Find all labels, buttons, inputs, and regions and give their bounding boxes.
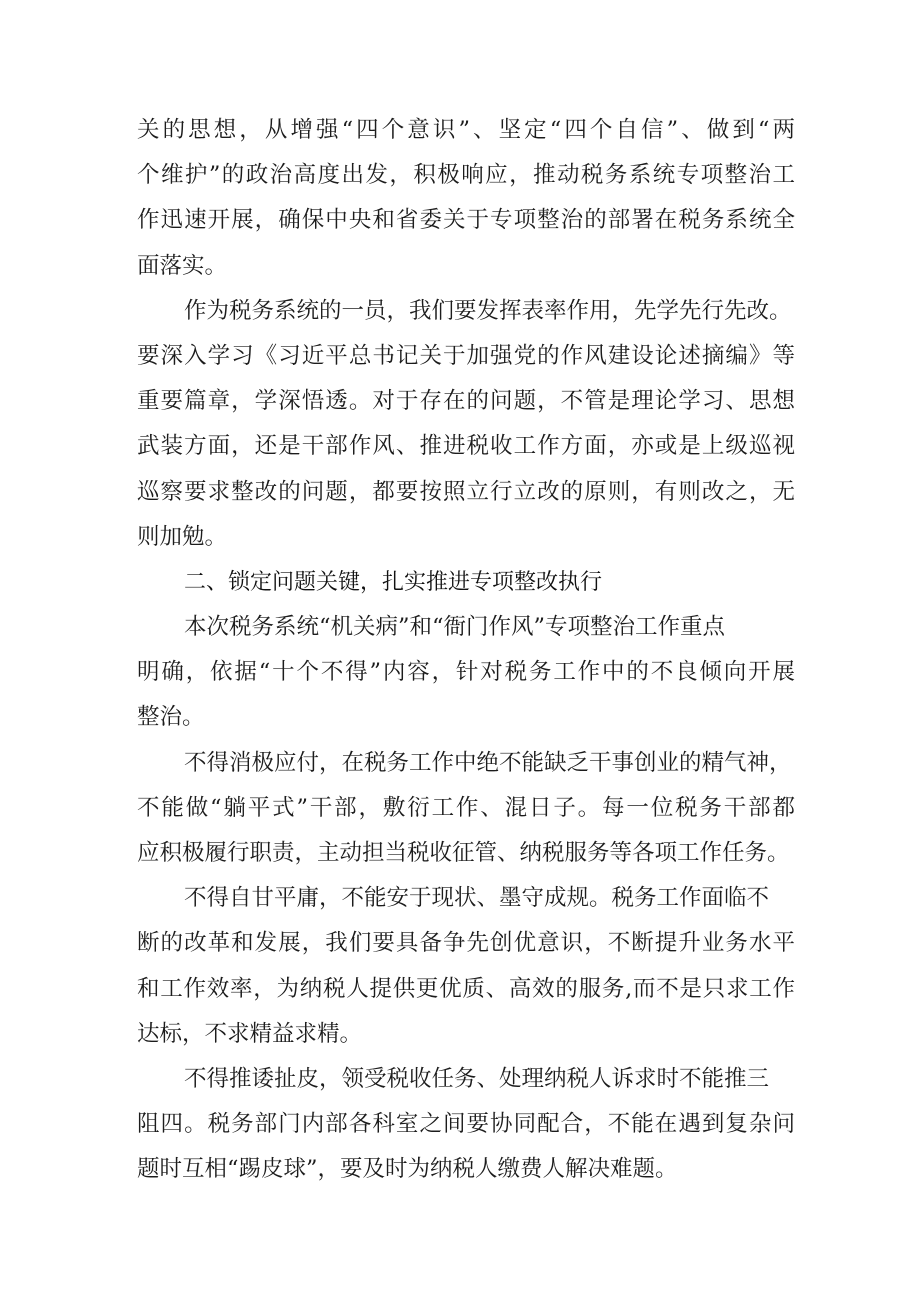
- paragraph-line: 关的思想，从增强“四个意识”、坚定“四个自信”、做到“两: [137, 117, 795, 143]
- paragraph-line: 作迅速开展，确保中央和省委关于专项整治的部署在税务系统全: [137, 207, 795, 234]
- paragraph-line: 阻四。税务部门内部各科室之间要协同配合，不能在遇到复杂问: [137, 1111, 795, 1138]
- paragraph-line: 达标，不求精益求精。: [137, 1020, 363, 1047]
- paragraph-line: 要深入学习《习近平总书记关于加强党的作风建设论述摘编》等: [137, 342, 795, 369]
- paragraph-line: 断的改革和发展，我们要具备争先创优意识，不断提升业务水平: [137, 930, 795, 957]
- paragraph-line: 应积极履行职责，主动担当税收征管、纳税服务等各项工作任务。: [137, 840, 790, 866]
- paragraph-line: 不得自甘平庸，不能安于现状、墨守成规。税务工作面临不: [184, 885, 770, 912]
- paragraph-line: 武装方面，还是干部作风、推进税收工作方面，亦或是上级巡视: [137, 433, 795, 460]
- section-heading: 二、锁定问题关键，扎实推进专项整改执行: [184, 569, 603, 595]
- paragraph-line: 巡察要求整改的问题，都要按照立行立改的原则，有则改之，无: [137, 478, 795, 505]
- paragraph-line: 整治。: [137, 704, 205, 731]
- paragraph-line: 面落实。: [137, 252, 228, 279]
- paragraph-line: 不能做“躺平式”干部，敷衍工作、混日子。每一位税务干部都: [137, 794, 795, 821]
- paragraph-line: 明确，依据“十个不得”内容，针对税务工作中的不良倾向开展: [137, 659, 795, 686]
- paragraph-line: 不得消极应付，在税务工作中绝不能缺乏干事创业的精气神，: [184, 749, 792, 776]
- paragraph-line: 题时互相“踢皮球”，要及时为纳税人缴费人解决难题。: [137, 1156, 678, 1183]
- document-body: [137, 108, 795, 1193]
- paragraph-line: 和工作效率，为纳税人提供更优质、高效的服务,而不是只求工作: [137, 975, 795, 1002]
- paragraph-line: 本次税务系统“机关病”和“衙门作风”专项整治工作重点: [184, 614, 726, 641]
- paragraph-line: 个维护”的政治高度出发，积极响应，推动税务系统专项整治工: [137, 162, 795, 189]
- paragraph-line: 不得推诿扯皮，领受税收任务、处理纳税人诉求时不能推三: [184, 1065, 770, 1092]
- paragraph-line: 重要篇章，学深悟透。对于存在的问题，不管是理论学习、思想: [137, 388, 795, 415]
- paragraph-line: 则加勉。: [137, 523, 228, 550]
- paragraph-line: 作为税务系统的一员，我们要发挥表率作用，先学先行先改。: [184, 297, 792, 324]
